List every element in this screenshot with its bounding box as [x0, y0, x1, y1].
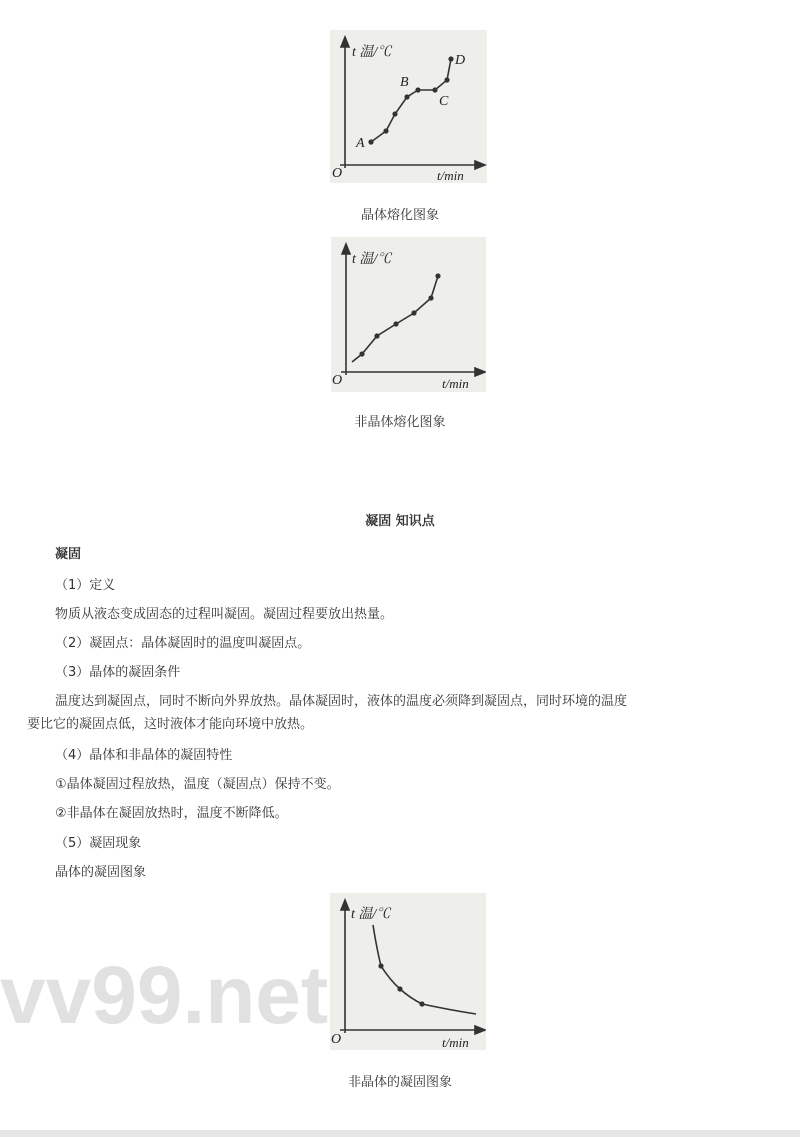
figure-caption: 非晶体熔化图象	[354, 415, 446, 430]
section-title: 凝固 知识点	[365, 514, 435, 529]
point-label-d: D	[455, 53, 466, 68]
x-axis-label: t/min	[437, 168, 464, 183]
paragraph: ②非晶体在凝固放热时，温度不断降低。	[55, 806, 288, 821]
paragraph: 要比它的凝固点低，这时液体才能向环境中放热。	[27, 717, 314, 732]
point-label-b: B	[400, 75, 409, 90]
figure-caption: 非晶体的凝固图象	[347, 1075, 452, 1090]
origin-label: O	[332, 373, 343, 388]
point-label-a: A	[356, 136, 365, 151]
paragraph: （5）凝固现象	[55, 836, 142, 851]
point-label-c: C	[439, 94, 449, 109]
origin-label: O	[332, 166, 343, 181]
paragraph: （1）定义	[55, 578, 116, 593]
paragraph: 物质从液态变成固态的过程叫凝固。凝固过程要放出热量。	[55, 607, 394, 622]
paragraph: ①晶体凝固过程放热，温度（凝固点）保持不变。	[55, 777, 340, 792]
paragraph: 晶体的凝固图象	[55, 865, 147, 880]
paragraph: （2）凝固点：晶体凝固时的温度叫凝固点。	[55, 636, 311, 651]
origin-label: O	[331, 1032, 342, 1047]
amorphous-solidification-graph	[330, 893, 486, 1050]
crystal-melting-graph	[330, 30, 487, 183]
data-points	[378, 963, 424, 1006]
heading: 凝固	[55, 547, 82, 562]
data-points	[359, 273, 440, 356]
y-axis-label: t 温/℃	[352, 252, 392, 267]
y-axis-label: t 温/℃	[351, 907, 391, 922]
watermark: vv99.net	[0, 950, 329, 1041]
paragraph: 温度达到凝固点，同时不断向外界放热。晶体凝固时，液体的温度必须降到凝固点，同时环境的温度	[55, 694, 628, 709]
paragraph: （3）晶体的凝固条件	[55, 665, 181, 680]
page-bottom-edge	[0, 1130, 800, 1137]
y-axis-label: t 温/℃	[352, 45, 392, 60]
paragraph: （4）晶体和非晶体的凝固特性	[55, 748, 233, 763]
figure-caption: 晶体熔化图象	[360, 208, 439, 223]
x-axis-label: t/min	[442, 376, 469, 391]
x-axis-label: t/min	[442, 1035, 469, 1050]
amorphous-melting-graph	[331, 237, 486, 392]
